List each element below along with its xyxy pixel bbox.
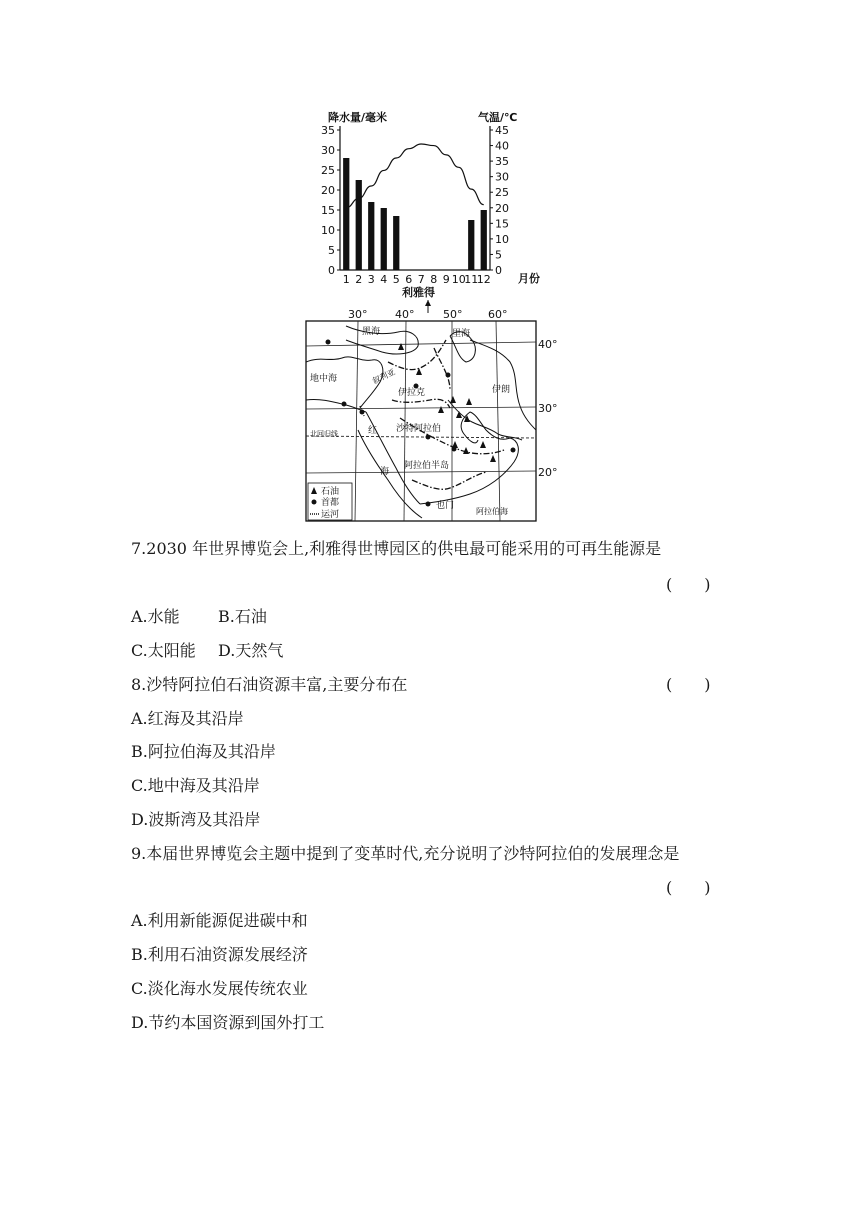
label-iraq: 伊拉克 xyxy=(398,388,426,398)
y-tick-label-left: 35 xyxy=(321,124,335,137)
lon-label-60: 60° xyxy=(488,308,508,321)
y-tick-label-right: 45 xyxy=(495,124,509,137)
precipitation-bar xyxy=(381,208,387,270)
x-tick-label: 3 xyxy=(367,273,375,286)
temperature-line xyxy=(346,144,484,208)
y-tick-label-right: 30 xyxy=(495,170,509,184)
y-tick-label-left: 25 xyxy=(321,164,335,177)
question-8-paren: ( ) xyxy=(666,675,711,694)
capital-icon xyxy=(511,448,516,453)
precipitation-bar xyxy=(356,180,362,270)
x-tick-label: 1 xyxy=(342,273,350,286)
label-mediterranean: 地中海 xyxy=(310,374,338,384)
lat-label-40: 40° xyxy=(538,338,558,351)
capital-icon xyxy=(360,410,365,415)
y-axis-label-left: 降水量/毫米 xyxy=(328,111,388,124)
question-9-option-b: B.利用石油资源发展经济 xyxy=(131,945,308,964)
x-tick-label: 4 xyxy=(380,273,388,286)
x-tick-label: 9 xyxy=(442,273,450,286)
label-peninsula: 阿拉伯半岛 xyxy=(404,461,450,471)
lat-label-30: 30° xyxy=(538,402,558,415)
label-arabian-sea: 阿拉伯海 xyxy=(476,507,508,516)
question-8-option-c: C.地中海及其沿岸 xyxy=(131,776,260,795)
capital-icon xyxy=(446,373,451,378)
y-tick-label-right: 25 xyxy=(495,186,509,200)
location-caption: 利雅得 xyxy=(402,286,435,299)
capital-icon xyxy=(426,435,431,440)
y-tick-label-left: 5 xyxy=(328,244,335,257)
question-7-options-row-1 xyxy=(131,607,267,627)
label-saudi: 沙特阿拉伯 xyxy=(396,424,442,434)
legend-capital-label: 首都 xyxy=(321,498,340,508)
y-axis-label-right: 气温/℃ xyxy=(478,111,518,124)
question-9-option-d: D.节约本国资源到国外打工 xyxy=(131,1013,325,1032)
question-8-option-a: A.红海及其沿岸 xyxy=(131,709,244,728)
y-tick-label-left: 10 xyxy=(321,224,335,237)
y-tick-label-right: 35 xyxy=(495,155,509,169)
map-legend xyxy=(308,483,352,520)
y-tick-label-right: 0 xyxy=(495,264,502,277)
x-tick-label: 2 xyxy=(355,273,363,286)
x-tick-label: 11 xyxy=(464,273,479,286)
option-b: B.石油 xyxy=(218,607,267,626)
y-tick-label-right: 40 xyxy=(495,139,509,153)
label-yemen: 也门 xyxy=(436,501,455,511)
capital-icon xyxy=(414,384,419,389)
y-tick-label-right: 10 xyxy=(495,232,509,246)
lon-label-30: 30° xyxy=(348,308,368,321)
precipitation-bar xyxy=(368,202,374,270)
lat-label-20: 20° xyxy=(538,466,558,479)
question-9-option-c: C.淡化海水发展传统农业 xyxy=(131,979,308,998)
climate-chart xyxy=(321,110,540,313)
option-d: D.天然气 xyxy=(218,641,284,660)
label-red-sea-1: 红 xyxy=(368,426,378,436)
capital-icon xyxy=(326,340,331,345)
capital-icon xyxy=(342,402,347,407)
precipitation-bar xyxy=(393,216,399,270)
question-9-option-a: A.利用新能源促进碳中和 xyxy=(131,911,308,930)
label-iran: 伊朗 xyxy=(492,385,511,395)
y-tick-label-right: 15 xyxy=(495,217,509,231)
label-black-sea: 黑海 xyxy=(362,327,381,337)
x-tick-label: 12 xyxy=(476,273,491,286)
legend-oil-label: 石油 xyxy=(321,487,340,497)
precipitation-bar xyxy=(481,210,487,270)
lon-label-50: 50° xyxy=(443,308,463,321)
question-9-stem: 9.本届世界博览会主题中提到了变革时代,充分说明了沙特阿拉伯的发展理念是 xyxy=(131,844,680,863)
precipitation-bar xyxy=(468,220,474,270)
figure xyxy=(300,100,560,525)
figure-svg xyxy=(300,100,560,525)
y-tick-label-left: 15 xyxy=(321,204,335,217)
x-tick-label: 8 xyxy=(430,273,438,286)
y-tick-label-left: 20 xyxy=(321,184,335,197)
x-tick-label: 6 xyxy=(405,273,413,286)
question-8-option-b: B.阿拉伯海及其沿岸 xyxy=(131,742,276,761)
x-tick-label: 7 xyxy=(417,273,425,286)
question-9-paren: ( ) xyxy=(666,878,711,897)
capital-icon xyxy=(452,447,457,452)
question-7-stem: 7.2030 年世界博览会上,利雅得世博园区的供电最可能采用的可再生能源是 xyxy=(131,539,662,558)
label-tropic: 北回归线 xyxy=(310,430,338,438)
map xyxy=(306,308,558,521)
y-tick-label-right: 20 xyxy=(495,201,509,215)
capital-icon xyxy=(426,502,431,507)
question-7-paren: ( ) xyxy=(666,575,711,594)
option-c: C.太阳能 xyxy=(131,641,196,660)
x-tick-label: 5 xyxy=(392,273,400,286)
label-red-sea-2: 海 xyxy=(380,467,390,477)
caption-arrow-head xyxy=(425,300,431,306)
legend-canal-label: 运河 xyxy=(321,510,340,520)
x-tick-label: 10 xyxy=(451,273,466,286)
lon-label-40: 40° xyxy=(395,308,415,321)
question-8-option-d: D.波斯湾及其沿岸 xyxy=(131,810,261,829)
label-caspian: 里海 xyxy=(452,329,471,339)
question-8-stem: 8.沙特阿拉伯石油资源丰富,主要分布在 xyxy=(131,675,408,694)
option-a: A.水能 xyxy=(131,607,180,626)
label-syria: 叙利亚 xyxy=(371,367,397,386)
precipitation-bar xyxy=(343,158,349,270)
y-tick-label-left: 0 xyxy=(328,264,335,277)
question-7-options-row-2 xyxy=(131,641,283,661)
legend-capital-icon xyxy=(312,500,317,505)
x-axis-label: 月份 xyxy=(518,272,540,285)
y-tick-label-left: 30 xyxy=(321,144,335,157)
y-tick-label-right: 5 xyxy=(495,248,502,262)
